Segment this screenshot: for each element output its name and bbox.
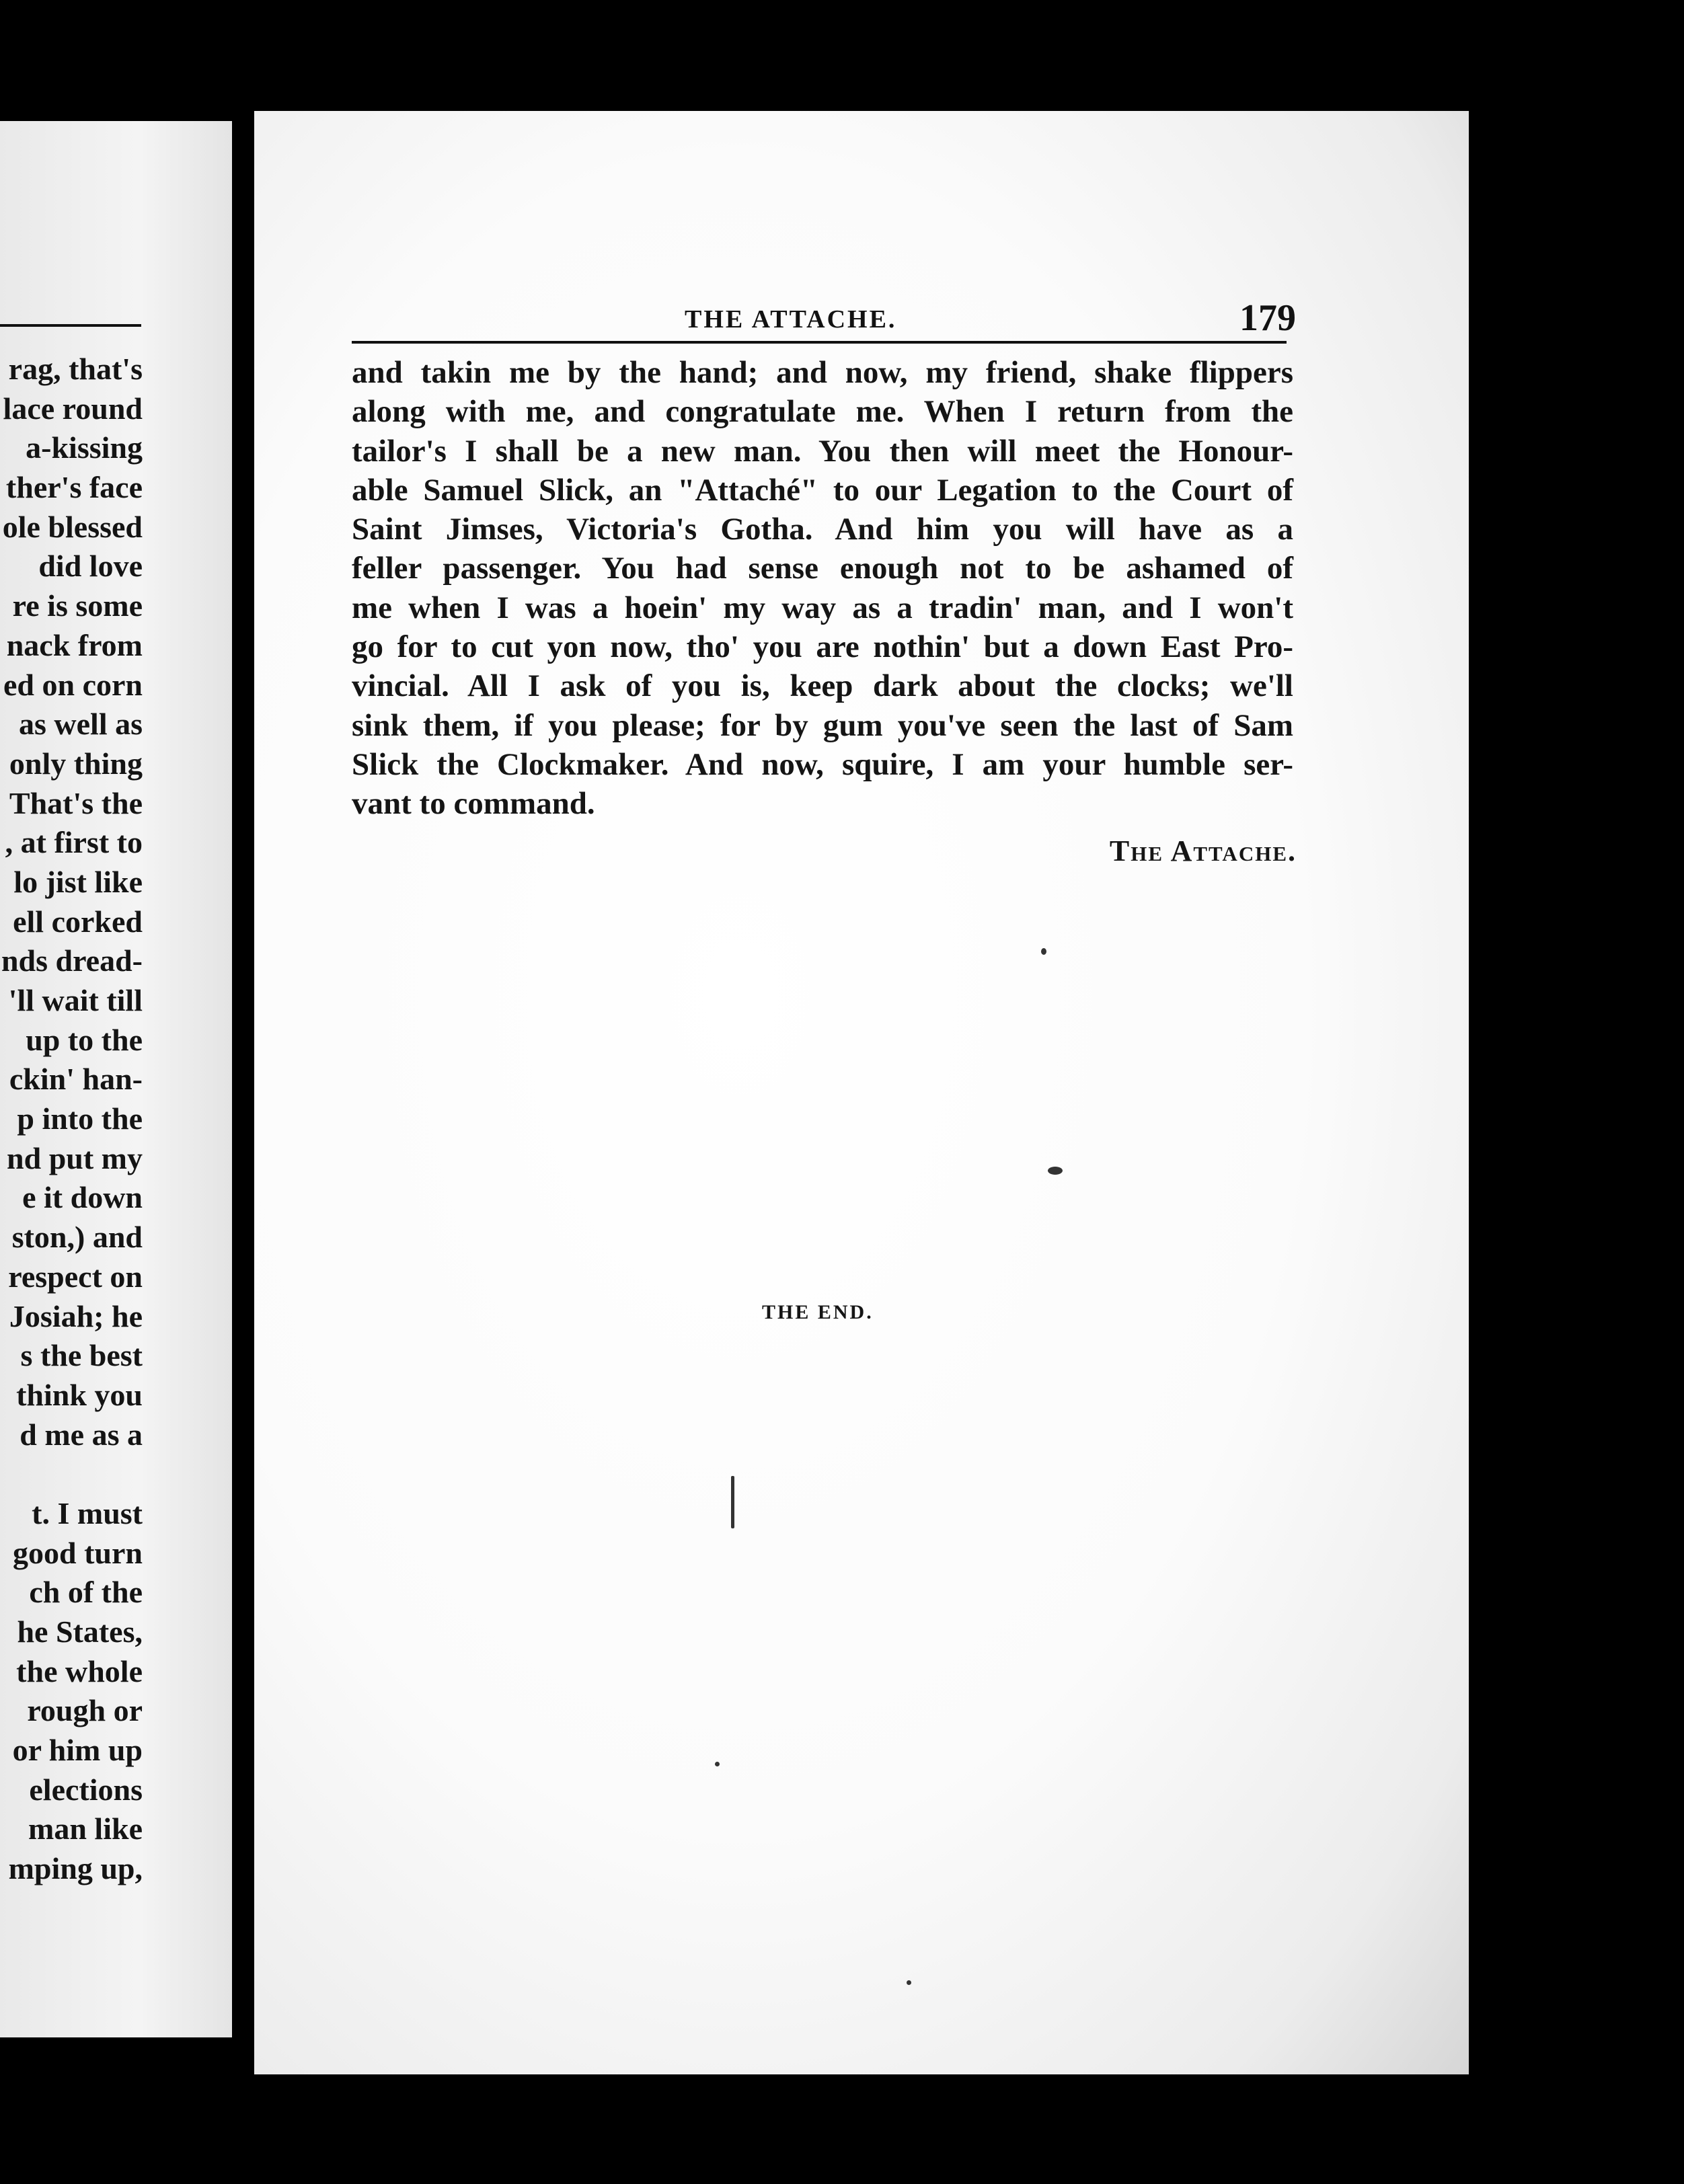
previous-page-line: ch of the xyxy=(29,1575,143,1610)
body-line: Slick the Clockmaker. And now, squire, I am your humble ser- xyxy=(352,746,1293,782)
previous-page-line: rough or xyxy=(27,1693,143,1728)
scan-speck xyxy=(907,1980,911,1985)
previous-page-line: t. I must xyxy=(32,1495,143,1530)
previous-page-line: lace round xyxy=(3,391,143,426)
previous-page-line: ckin' han- xyxy=(9,1062,143,1097)
body-line: vincial. All I ask of you is, keep dark about the clocks; we'll xyxy=(352,668,1293,704)
previous-page-line: did love xyxy=(38,549,143,584)
previous-page-line: up to the xyxy=(26,1022,143,1057)
previous-page-line: Josiah; he xyxy=(9,1298,143,1333)
page-179 xyxy=(254,111,1469,2074)
body-line: along with me, and congratulate me. When I return from the xyxy=(352,394,1293,430)
previous-page-line: respect on xyxy=(8,1259,143,1294)
previous-page-header-rule xyxy=(0,324,141,327)
previous-page-line: nd put my xyxy=(7,1140,143,1175)
book-gutter xyxy=(232,114,254,2064)
body-line: Saint Jimses, Victoria's Gotha. And him you will have as a xyxy=(352,512,1293,547)
previous-page-line: man like xyxy=(28,1811,143,1846)
previous-page-line: e it down xyxy=(22,1180,143,1215)
previous-page-line: good turn xyxy=(13,1535,143,1570)
previous-page-line: the whole xyxy=(16,1653,143,1688)
previous-page-line: , at first to xyxy=(5,825,143,860)
previous-page-text xyxy=(0,350,143,1889)
previous-page-line: p into the xyxy=(17,1101,143,1136)
scan-speck xyxy=(715,1762,720,1766)
body-line: tailor's I shall be a new man. You then will meet the Honour- xyxy=(352,433,1293,469)
body-line: and takin me by the hand; and now, my friend, shake flippers xyxy=(352,355,1293,390)
previous-page-line: s the best xyxy=(20,1338,143,1373)
previous-page-line: ston,) and xyxy=(11,1220,143,1255)
previous-page-line: ell corked xyxy=(13,904,143,939)
previous-page-line: rag, that's xyxy=(8,352,143,386)
body-line: go for to cut yon now, tho' you are nothin' but a down East Pro- xyxy=(352,629,1293,665)
previous-page-line: nds dread- xyxy=(1,943,143,978)
closing-signature: The Attache. xyxy=(1109,834,1297,867)
body-text xyxy=(352,353,1293,824)
page-header xyxy=(352,292,1468,346)
previous-page-fragment xyxy=(0,121,232,2037)
previous-page-line: a-kissing xyxy=(26,430,143,465)
previous-page-line: re is some xyxy=(12,588,143,623)
previous-page-line: he States, xyxy=(17,1614,143,1649)
previous-page-line: or him up xyxy=(12,1733,143,1768)
body-line: me when I was a hoein' my way as a tradin' man, and I won't xyxy=(352,590,1293,625)
previous-page-line: ed on corn xyxy=(3,667,143,702)
previous-page-line: as well as xyxy=(19,707,143,742)
page-number: 179 xyxy=(1239,297,1296,339)
body-line: sink them, if you please; for by gum you've seen the last of Sam xyxy=(352,707,1293,743)
scan-speck xyxy=(731,1476,734,1528)
scan-speck xyxy=(1041,948,1046,955)
header-rule xyxy=(352,341,1287,344)
previous-page-line: lo jist like xyxy=(13,864,143,899)
previous-page-line: ther's face xyxy=(5,470,143,505)
previous-page-line: elections xyxy=(29,1772,143,1807)
body-line: feller passenger. You had sense enough not to be ashamed of xyxy=(352,551,1293,586)
scan-speck xyxy=(1048,1167,1063,1175)
previous-page-line: mping up, xyxy=(8,1851,143,1886)
running-head: THE ATTACHE. xyxy=(685,305,897,334)
previous-page-line: 'll wait till xyxy=(8,983,143,1017)
body-line: able Samuel Slick, an "Attaché" to our Legation to the Court of xyxy=(352,472,1293,508)
previous-page-line: only thing xyxy=(9,746,143,781)
body-line: vant to command. xyxy=(352,786,595,822)
previous-page-line: That's the xyxy=(9,785,143,820)
previous-page-line: d me as a xyxy=(20,1417,143,1452)
previous-page-line: nack from xyxy=(6,627,143,662)
previous-page-line: ole blessed xyxy=(2,509,143,544)
previous-page-line xyxy=(0,1454,143,1494)
the-end-label: THE END. xyxy=(762,1301,874,1323)
previous-page-line: think you xyxy=(16,1377,143,1412)
